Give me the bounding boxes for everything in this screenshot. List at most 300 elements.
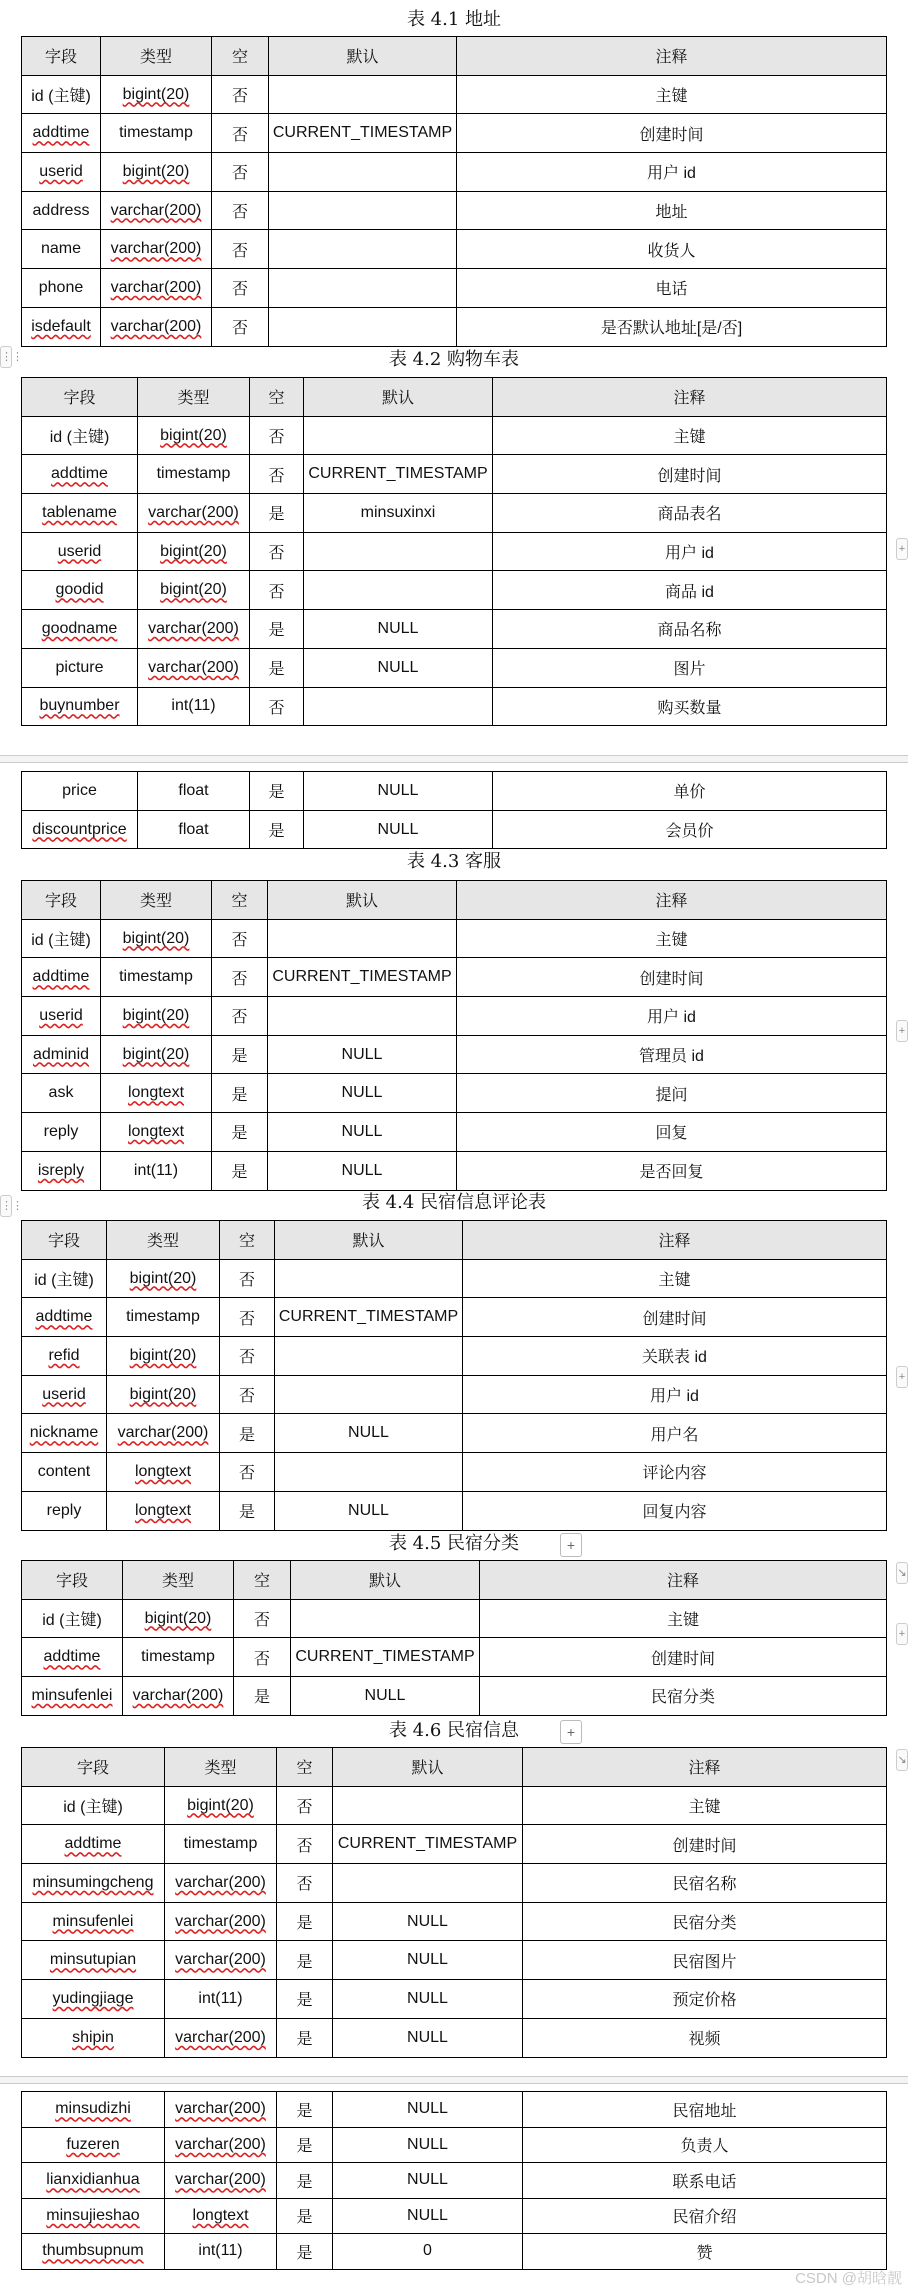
table-move-handle-icon[interactable]: ⋮⋮ xyxy=(0,1195,12,1217)
cell-comment: 创建时间 xyxy=(523,1825,887,1864)
cell-text: bigint(20) xyxy=(122,1045,190,1063)
cell-comment: 单价 xyxy=(493,772,887,811)
cell-default: NULL xyxy=(304,810,493,849)
cell-nullable: 是 xyxy=(277,2163,333,2199)
add-row-plus-icon[interactable]: + xyxy=(896,1623,908,1645)
cell-text: userid xyxy=(39,1006,83,1024)
cell-comment: 商品表名 xyxy=(493,494,887,533)
cell-default xyxy=(269,153,457,192)
cell-comment: 商品 id xyxy=(493,571,887,610)
schema-table xyxy=(21,36,887,347)
table-row xyxy=(22,1035,887,1074)
header-nullable: 空 xyxy=(220,1221,275,1260)
cell-nullable: 是 xyxy=(277,2198,333,2234)
table-row xyxy=(22,1638,887,1677)
cell-nullable: 是 xyxy=(250,494,304,533)
table-row xyxy=(22,2234,887,2270)
cell-nullable: 否 xyxy=(234,1638,291,1677)
cell-comment: 民宿名称 xyxy=(523,1864,887,1903)
cell-comment: 购买数量 xyxy=(493,687,887,726)
cell-comment: 用户 id xyxy=(457,997,887,1036)
cell-comment: 创建时间 xyxy=(480,1638,887,1677)
table-row xyxy=(22,1599,887,1638)
cell-text: isreply xyxy=(37,1161,85,1179)
cell-text: bigint(20) xyxy=(129,1385,197,1403)
cell-default: CURRENT_TIMESTAMP xyxy=(268,958,457,997)
header-comment: 注释 xyxy=(463,1221,887,1260)
cell-nullable: 否 xyxy=(212,230,269,269)
cell-default: NULL xyxy=(268,1074,457,1113)
cell-default: NULL xyxy=(268,1151,457,1190)
cell-type: int(11) xyxy=(101,1151,212,1190)
cell-comment: 民宿地址 xyxy=(523,2092,887,2128)
cell-text: varchar(200) xyxy=(175,1912,266,1930)
table-row xyxy=(22,1151,887,1190)
cell-default: NULL xyxy=(268,1035,457,1074)
cell-nullable: 否 xyxy=(220,1375,275,1414)
table-row xyxy=(22,997,887,1036)
cell-default xyxy=(275,1337,463,1376)
table-row xyxy=(22,191,887,230)
cell-field xyxy=(22,532,138,571)
table-row xyxy=(22,1941,887,1980)
cell-nullable: 是 xyxy=(250,648,304,687)
watermark: CSDN @胡晗靓 xyxy=(795,2270,902,2287)
cell-text: varchar(200) xyxy=(175,2171,266,2189)
cell-field: id (主键) xyxy=(22,416,138,455)
schema-table xyxy=(21,2091,887,2270)
cell-comment: 创建时间 xyxy=(493,455,887,494)
cell-text: varchar(200) xyxy=(148,619,239,637)
table-row xyxy=(22,1074,887,1113)
cell-text: bigint(20) xyxy=(122,929,190,947)
cell-field xyxy=(22,1035,101,1074)
cell-text: userid xyxy=(57,542,102,560)
cell-comment: 商品名称 xyxy=(493,610,887,649)
table-row xyxy=(22,1259,887,1298)
cell-field xyxy=(22,1941,165,1980)
cell-default xyxy=(268,919,457,958)
cell-nullable: 是 xyxy=(250,610,304,649)
cell-type xyxy=(101,1074,212,1113)
cell-text: minsufenlei xyxy=(52,1912,134,1930)
table-row xyxy=(22,1453,887,1492)
cell-text: longtext xyxy=(192,2206,249,2224)
cell-default: CURRENT_TIMESTAMP xyxy=(291,1638,480,1677)
cell-field xyxy=(22,307,101,346)
cell-text: userid xyxy=(39,162,83,180)
cell-nullable: 是 xyxy=(250,772,304,811)
table-caption: 表 4.5 民宿分类 xyxy=(388,1533,520,1554)
table-header-row xyxy=(22,881,887,920)
cell-comment: 是否默认地址[是/否] xyxy=(457,307,887,346)
cell-type xyxy=(165,1941,277,1980)
cell-nullable: 否 xyxy=(212,269,269,308)
cell-text: varchar(200) xyxy=(110,278,202,296)
cell-text: adminid xyxy=(32,1045,90,1063)
cell-nullable: 是 xyxy=(277,1902,333,1941)
cell-comment: 电话 xyxy=(457,269,887,308)
header-default: 默认 xyxy=(333,1748,523,1787)
cell-text: addtime xyxy=(32,124,90,142)
table-caption: 表 4.6 民宿信息 xyxy=(388,1720,520,1741)
cell-text: varchar(200) xyxy=(110,317,202,335)
header-type: 类型 xyxy=(138,378,250,417)
cell-comment: 民宿分类 xyxy=(523,1902,887,1941)
cell-text: lianxidianhua xyxy=(46,2171,140,2189)
cell-type: timestamp xyxy=(123,1638,234,1677)
cell-field xyxy=(22,1298,107,1337)
page-break-divider xyxy=(0,755,908,763)
table-row xyxy=(22,494,887,533)
table-row xyxy=(22,307,887,346)
cell-field xyxy=(22,1151,101,1190)
add-row-plus-icon[interactable]: + xyxy=(896,1366,908,1388)
cell-text: varchar(200) xyxy=(175,1873,266,1891)
cell-comment: 主键 xyxy=(523,1786,887,1825)
cell-nullable: 是 xyxy=(250,810,304,849)
cell-default: NULL xyxy=(304,610,493,649)
header-type: 类型 xyxy=(165,1748,277,1787)
cell-field: id (主键) xyxy=(22,1259,107,1298)
cell-nullable: 是 xyxy=(277,1941,333,1980)
cell-type xyxy=(138,494,250,533)
cell-type xyxy=(165,2127,277,2163)
cell-field: phone xyxy=(22,269,101,308)
cell-type xyxy=(165,1786,277,1825)
cell-text: bigint(20) xyxy=(160,426,227,444)
cell-comment: 预定价格 xyxy=(523,1980,887,2019)
table-row xyxy=(22,919,887,958)
cell-type xyxy=(165,1864,277,1903)
cell-text: varchar(200) xyxy=(148,503,239,521)
schema-table xyxy=(21,880,887,1191)
cell-nullable: 是 xyxy=(277,2092,333,2128)
add-row-plus-icon[interactable]: + xyxy=(896,1020,908,1042)
cell-comment: 管理员 id xyxy=(457,1035,887,1074)
cell-text: varchar(200) xyxy=(175,2028,266,2046)
cell-default: CURRENT_TIMESTAMP xyxy=(275,1298,463,1337)
cell-nullable: 是 xyxy=(220,1491,275,1530)
header-nullable: 空 xyxy=(212,37,269,76)
cell-field: id (主键) xyxy=(22,1786,165,1825)
cell-nullable: 是 xyxy=(212,1151,268,1190)
cell-text: minsujieshao xyxy=(46,2206,140,2224)
cell-type xyxy=(138,571,250,610)
header-field: 字段 xyxy=(22,1221,107,1260)
cell-text: varchar(200) xyxy=(148,658,239,676)
cell-default: NULL xyxy=(333,2018,523,2057)
cell-type xyxy=(165,2018,277,2057)
table-row xyxy=(22,1825,887,1864)
cell-default xyxy=(333,1786,523,1825)
header-default: 默认 xyxy=(269,37,457,76)
cell-field: picture xyxy=(22,648,138,687)
cell-default: 0 xyxy=(333,2234,523,2270)
header-field: 字段 xyxy=(22,37,101,76)
cell-default xyxy=(304,532,493,571)
cell-type xyxy=(101,1113,212,1152)
cell-text: addtime xyxy=(35,1308,93,1326)
cell-nullable: 否 xyxy=(277,1786,333,1825)
cell-text: thumbsupnum xyxy=(42,2242,144,2260)
cell-field xyxy=(22,1980,165,2019)
cell-default: NULL xyxy=(333,1980,523,2019)
table-header-row xyxy=(22,378,887,417)
cell-nullable: 否 xyxy=(250,687,304,726)
cell-comment: 地址 xyxy=(457,191,887,230)
cell-nullable: 否 xyxy=(277,1825,333,1864)
header-nullable: 空 xyxy=(277,1748,333,1787)
cell-type: int(11) xyxy=(165,2234,277,2270)
cell-text: addtime xyxy=(32,968,90,986)
table-caption: 表 4.4 民宿信息评论表 xyxy=(361,1192,547,1213)
cell-text: goodname xyxy=(41,619,118,637)
header-nullable: 空 xyxy=(250,378,304,417)
cell-nullable: 否 xyxy=(212,75,269,114)
cell-field xyxy=(22,1677,123,1716)
cell-text: longtext xyxy=(127,1084,185,1102)
cell-type xyxy=(101,75,212,114)
table-row xyxy=(22,687,887,726)
cell-text: varchar(200) xyxy=(175,2135,266,2153)
cell-default: NULL xyxy=(275,1491,463,1530)
cell-default: NULL xyxy=(304,648,493,687)
cell-type: timestamp xyxy=(138,455,250,494)
cell-default xyxy=(269,307,457,346)
cell-type xyxy=(138,648,250,687)
cell-comment: 视频 xyxy=(523,2018,887,2057)
cell-field xyxy=(22,1864,165,1903)
cell-comment: 收货人 xyxy=(457,230,887,269)
header-comment: 注释 xyxy=(457,37,887,76)
cell-field: content xyxy=(22,1453,107,1492)
table-row xyxy=(22,1414,887,1453)
cell-field: address xyxy=(22,191,101,230)
cell-type xyxy=(165,2092,277,2128)
cell-default: NULL xyxy=(291,1677,480,1716)
cell-default: CURRENT_TIMESTAMP xyxy=(304,455,493,494)
table-resize-icon[interactable]: ↘ xyxy=(896,1749,908,1771)
cell-field xyxy=(22,494,138,533)
cell-text: bigint(20) xyxy=(129,1269,197,1287)
cell-type xyxy=(138,610,250,649)
cell-field: reply xyxy=(22,1113,101,1152)
cell-field xyxy=(22,455,138,494)
cell-nullable: 否 xyxy=(212,997,268,1036)
cell-text: varchar(200) xyxy=(132,1686,224,1704)
cell-nullable: 是 xyxy=(212,1074,268,1113)
cell-text: bigint(20) xyxy=(122,1006,190,1024)
cell-comment: 关联表 id xyxy=(463,1337,887,1376)
page-break-divider xyxy=(0,2076,908,2084)
cell-type xyxy=(101,191,212,230)
header-type: 类型 xyxy=(107,1221,220,1260)
cell-type xyxy=(107,1337,220,1376)
cell-field xyxy=(22,2163,165,2199)
schema-table xyxy=(21,771,887,849)
cell-nullable: 否 xyxy=(220,1337,275,1376)
cell-nullable: 否 xyxy=(212,919,268,958)
header-nullable: 空 xyxy=(234,1561,291,1600)
cell-nullable: 否 xyxy=(212,307,269,346)
table-row xyxy=(22,958,887,997)
cell-type xyxy=(101,997,212,1036)
cell-text: bigint(20) xyxy=(122,85,190,103)
cell-default xyxy=(304,687,493,726)
cell-type xyxy=(138,416,250,455)
table-row xyxy=(22,532,887,571)
cell-text: shipin xyxy=(72,2028,114,2046)
cell-nullable: 是 xyxy=(234,1677,291,1716)
cell-type: int(11) xyxy=(138,687,250,726)
schema-table xyxy=(21,1560,887,1716)
table-row xyxy=(22,772,887,811)
cell-text: goodid xyxy=(55,581,104,599)
cell-default: CURRENT_TIMESTAMP xyxy=(333,1825,523,1864)
cell-text: varchar(200) xyxy=(117,1424,209,1442)
cell-text: buynumber xyxy=(39,697,120,715)
cell-nullable: 是 xyxy=(220,1414,275,1453)
cell-type xyxy=(101,1035,212,1074)
cell-comment: 民宿图片 xyxy=(523,1941,887,1980)
cell-text: varchar(200) xyxy=(110,240,202,258)
header-nullable: 空 xyxy=(212,881,268,920)
cell-field: name xyxy=(22,230,101,269)
insert-plus-icon[interactable]: + xyxy=(560,1533,582,1557)
cell-comment: 用户 id xyxy=(493,532,887,571)
header-field: 字段 xyxy=(22,1748,165,1787)
cell-text: minsufenlei xyxy=(31,1686,113,1704)
cell-default xyxy=(304,571,493,610)
insert-plus-icon[interactable]: + xyxy=(560,1720,582,1744)
schema-table xyxy=(21,377,887,726)
cell-comment: 回复 xyxy=(457,1113,887,1152)
cell-type: timestamp xyxy=(107,1298,220,1337)
cell-text: varchar(200) xyxy=(110,201,202,219)
cell-nullable: 是 xyxy=(277,2127,333,2163)
cell-default xyxy=(269,269,457,308)
cell-field xyxy=(22,1825,165,1864)
cell-nullable: 否 xyxy=(212,958,268,997)
cell-field xyxy=(22,2234,165,2270)
cell-type xyxy=(165,1902,277,1941)
cell-comment: 民宿介绍 xyxy=(523,2198,887,2234)
cell-default: minsuxinxi xyxy=(304,494,493,533)
table-row xyxy=(22,810,887,849)
cell-type xyxy=(107,1375,220,1414)
cell-default: NULL xyxy=(333,2163,523,2199)
cell-default xyxy=(269,191,457,230)
cell-comment: 提问 xyxy=(457,1074,887,1113)
table-resize-icon[interactable]: ↘ xyxy=(896,1562,908,1584)
table-row xyxy=(22,75,887,114)
cell-field xyxy=(22,2092,165,2128)
cell-field xyxy=(22,1414,107,1453)
table-row xyxy=(22,269,887,308)
cell-comment: 会员价 xyxy=(493,810,887,849)
cell-type xyxy=(123,1599,234,1638)
cell-type: float xyxy=(138,810,250,849)
table-row xyxy=(22,114,887,153)
cell-nullable: 否 xyxy=(250,416,304,455)
cell-field xyxy=(22,997,101,1036)
table-move-handle-icon[interactable]: ⋮⋮ xyxy=(0,346,12,368)
table-row xyxy=(22,1902,887,1941)
cell-text: minsudizhi xyxy=(55,2100,131,2118)
cell-nullable: 否 xyxy=(277,1864,333,1903)
cell-field xyxy=(22,610,138,649)
table-row xyxy=(22,2127,887,2163)
cell-nullable: 否 xyxy=(220,1259,275,1298)
cell-type: timestamp xyxy=(101,114,212,153)
cell-field xyxy=(22,571,138,610)
cell-text: bigint(20) xyxy=(144,1609,212,1627)
cell-text: longtext xyxy=(127,1122,185,1140)
table-row xyxy=(22,1864,887,1903)
table-row xyxy=(22,1113,887,1152)
cell-type xyxy=(101,919,212,958)
cell-type xyxy=(123,1677,234,1716)
cell-text: refid xyxy=(48,1346,80,1364)
cell-text: bigint(20) xyxy=(187,1796,254,1814)
table-row xyxy=(22,2092,887,2128)
cell-field xyxy=(22,1902,165,1941)
cell-default xyxy=(269,230,457,269)
table-row xyxy=(22,416,887,455)
cell-text: bigint(20) xyxy=(129,1346,197,1364)
cell-text: bigint(20) xyxy=(122,162,190,180)
header-comment: 注释 xyxy=(493,378,887,417)
cell-nullable: 是 xyxy=(277,2234,333,2270)
cell-text: bigint(20) xyxy=(160,581,227,599)
cell-default: NULL xyxy=(275,1414,463,1453)
table-caption: 表 4.1 地址 xyxy=(406,9,502,30)
cell-type xyxy=(107,1491,220,1530)
cell-text: tablename xyxy=(42,503,117,521)
header-default: 默认 xyxy=(291,1561,480,1600)
cell-text: minsutupian xyxy=(49,1951,137,1969)
cell-comment: 图片 xyxy=(493,648,887,687)
header-type: 类型 xyxy=(101,881,212,920)
cell-text: bigint(20) xyxy=(160,542,227,560)
table-header-row xyxy=(22,1561,887,1600)
cell-text: varchar(200) xyxy=(175,2100,266,2118)
cell-field: reply xyxy=(22,1491,107,1530)
cell-type: int(11) xyxy=(165,1980,277,2019)
cell-text: yudingjiage xyxy=(52,1989,134,2007)
cell-type xyxy=(107,1453,220,1492)
table-row xyxy=(22,455,887,494)
cell-default: NULL xyxy=(333,2092,523,2128)
table-row xyxy=(22,1298,887,1337)
cell-default xyxy=(275,1453,463,1492)
cell-field xyxy=(22,810,138,849)
cell-text: addtime xyxy=(51,465,108,483)
add-row-plus-icon[interactable]: + xyxy=(896,538,908,560)
header-comment: 注释 xyxy=(523,1748,887,1787)
table-row xyxy=(22,1375,887,1414)
table-row xyxy=(22,571,887,610)
table-header-row xyxy=(22,37,887,76)
cell-field xyxy=(22,2018,165,2057)
schema-table xyxy=(21,1220,887,1531)
cell-type xyxy=(101,230,212,269)
cell-type xyxy=(101,153,212,192)
table-row xyxy=(22,1337,887,1376)
cell-field xyxy=(22,153,101,192)
header-default: 默认 xyxy=(304,378,493,417)
